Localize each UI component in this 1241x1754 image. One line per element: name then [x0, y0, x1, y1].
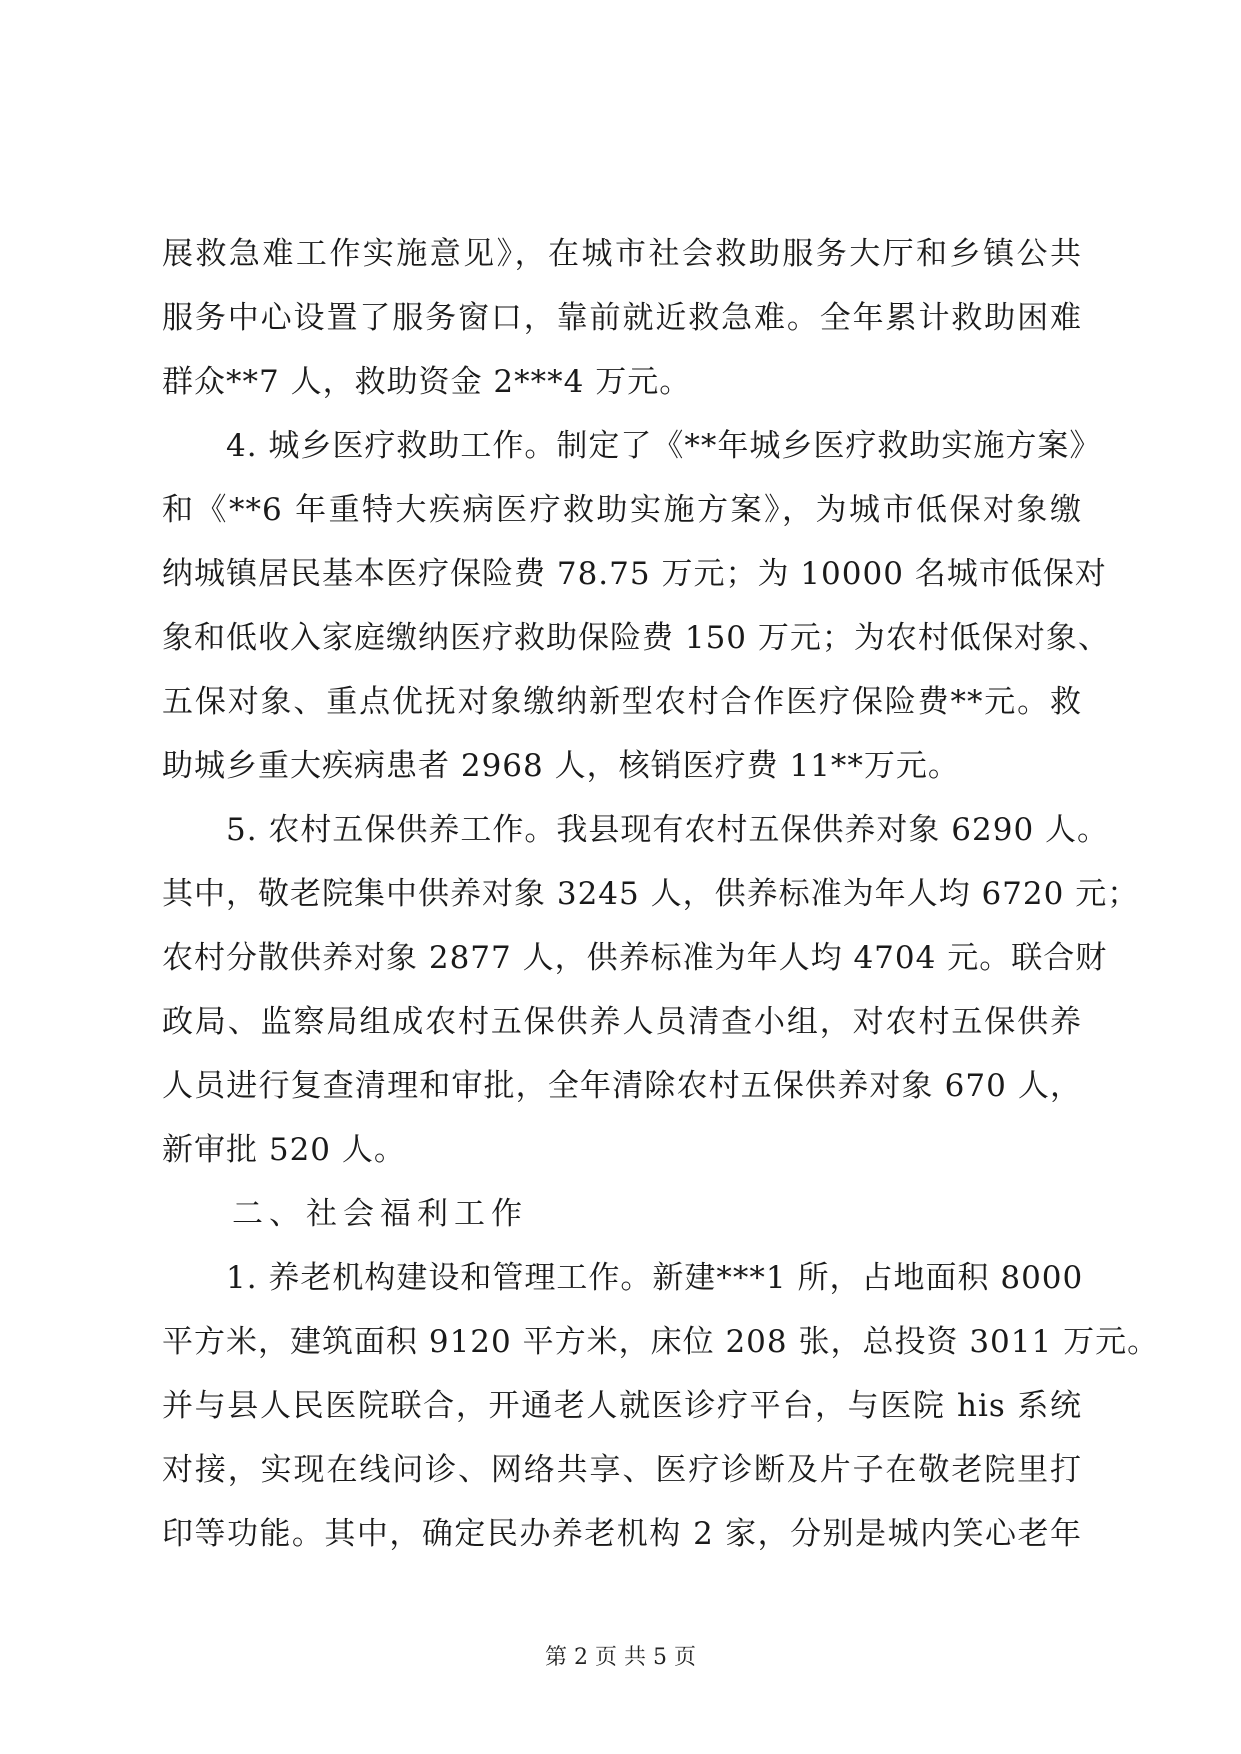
text-line: 展救急难工作实施意见》，在城市社会救助服务大厅和乡镇公共: [162, 236, 1082, 272]
text-line: 群众**7 人，救助资金 2***4 万元。: [162, 364, 692, 400]
text-line: 服务中心设置了服务窗口，靠前就近救急难。全年累计救助困难: [162, 300, 1082, 336]
text-line: 农村分散供养对象 2877 人，供养标准为年人均 4704 元。联合财: [162, 940, 1108, 976]
paragraph-start-line: 4. 城乡医疗救助工作。制定了《**年城乡医疗救助实施方案》: [226, 428, 1102, 464]
text-line: 印等功能。其中，确定民办养老机构 2 家，分别是城内笑心老年: [162, 1516, 1082, 1552]
text-line: 五保对象、重点优抚对象缴纳新型农村合作医疗保险费**元。救: [162, 684, 1082, 720]
text-line: 新审批 520 人。: [162, 1132, 406, 1168]
text-line: 其中，敬老院集中供养对象 3245 人，供养标准为年人均 6720 元；: [162, 876, 1140, 912]
document-body: [162, 222, 1160, 1566]
text-line: 政局、监察局组成农村五保供养人员清查小组，对农村五保供养: [162, 1004, 1082, 1040]
text-line: 象和低收入家庭缴纳医疗救助保险费 150 万元；为农村低保对象、: [162, 620, 1110, 656]
page-number-footer: 第 2 页 共 5 页: [545, 1645, 696, 1670]
text-line: 人员进行复查清理和审批，全年清除农村五保供养对象 670 人，: [162, 1068, 1082, 1104]
text-line: 助城乡重大疾病患者 2968 人，核销医疗费 11**万元。: [162, 748, 960, 784]
paragraph-start-line: 5. 农村五保供养工作。我县现有农村五保供养对象 6290 人。: [226, 812, 1110, 848]
text-line: 平方米，建筑面积 9120 平方米，床位 208 张，总投资 3011 万元。: [162, 1324, 1160, 1360]
section-heading: 二、社会福利工作: [232, 1196, 528, 1232]
paragraph-start-line: 1. 养老机构建设和管理工作。新建***1 所，占地面积 8000: [226, 1260, 1084, 1296]
text-line: 纳城镇居民基本医疗保险费 78.75 万元；为 10000 名城市低保对: [162, 556, 1107, 592]
text-line: 并与县人民医院联合，开通老人就医诊疗平台，与医院 his 系统: [162, 1388, 1082, 1424]
text-line: 和《**6 年重特大疾病医疗救助实施方案》，为城市低保对象缴: [162, 492, 1082, 528]
text-line: 对接，实现在线问诊、网络共享、医疗诊断及片子在敬老院里打: [162, 1452, 1082, 1488]
